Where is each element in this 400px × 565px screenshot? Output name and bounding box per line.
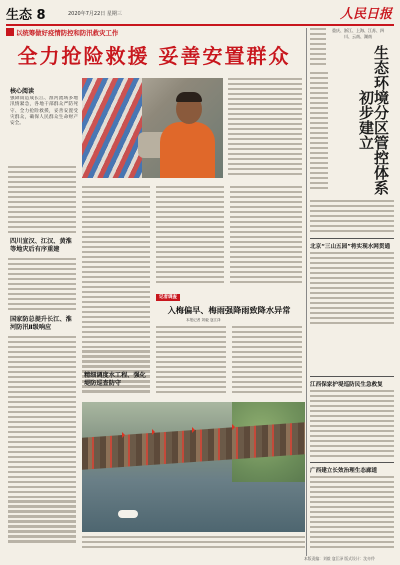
brief-title-3: 广西建立长效治理生态廊道 xyxy=(310,468,378,474)
right-story-title: 生态环境分区管控体系初步建立 xyxy=(357,45,390,195)
left-body-text xyxy=(8,166,76,236)
section-name: 生态 8 xyxy=(6,8,46,23)
photo-caption xyxy=(82,536,305,554)
page-footer: 本版责编：刘毅 寇江泽 版式设计：沈亦伶 xyxy=(304,556,375,561)
middle-body-text-top xyxy=(228,78,302,178)
core-reading-title: 核心阅读 xyxy=(10,88,35,95)
column-3-text xyxy=(156,186,224,286)
middle-subhead: 精细调度水工程、强化堤防巡查防守 xyxy=(84,372,146,387)
brief-text-3 xyxy=(310,476,394,552)
right-text-b xyxy=(310,200,394,236)
right-story-kicker: 重庆、浙江、上海、江苏、四川、云南、湖南 xyxy=(332,28,384,39)
brief-text-1 xyxy=(310,252,394,330)
left-body-text-3 xyxy=(8,336,76,546)
newspaper-logo: 人民日报 xyxy=(339,7,392,22)
flood-dike-photo xyxy=(82,402,305,532)
masthead xyxy=(6,4,394,22)
left-subhead-1: 四川宣汉、江汉、黄淮等地灾后有序重建 xyxy=(10,238,72,253)
masthead-rule xyxy=(6,24,394,26)
main-headline: 全力抢险救援 妥善安置群众 xyxy=(17,44,291,68)
column-divider xyxy=(306,28,307,556)
brief-title-2: 江西保家护堤巡防民生急救复 xyxy=(310,382,383,388)
feature-headline: 入梅偏早、梅雨强降雨致降水异常 xyxy=(167,305,291,315)
brief-rule-2 xyxy=(310,376,394,377)
feature-text-col-1 xyxy=(156,326,226,398)
brief-rule-3 xyxy=(310,462,394,463)
brief-title-1: 北京“三山五园”将实现水网贯通 xyxy=(310,244,391,250)
issue-date: 2020年7月22日 星期三 xyxy=(68,11,122,17)
rescue-photo xyxy=(82,78,223,178)
brief-rule-1 xyxy=(310,238,394,239)
column-4-text xyxy=(230,186,302,286)
core-reading-lead: 强降雨造成长江、淮河流域多地汛情紧急，各地干部群众严防死守、全力抢险救援，妥善安置受灾群众，确保人民群众生命财产安全。 xyxy=(10,96,78,127)
right-text-a xyxy=(310,72,328,196)
feature-tag: 记者调查 xyxy=(156,294,180,301)
headline-kicker: 以统筹做好疫情防控和防汛救灾工作 xyxy=(16,29,119,37)
feature-text-col-2 xyxy=(232,326,302,398)
brief-text-2 xyxy=(310,390,394,460)
feature-byline: 本报记者 刘毅 寇江泽 xyxy=(186,318,221,322)
column-2-text xyxy=(82,186,150,396)
kicker-marker-icon xyxy=(6,28,14,36)
left-subhead-2: 国家防总提升长江、淮河防汛Ⅱ级响应 xyxy=(10,316,72,331)
left-body-text-2 xyxy=(8,258,76,314)
